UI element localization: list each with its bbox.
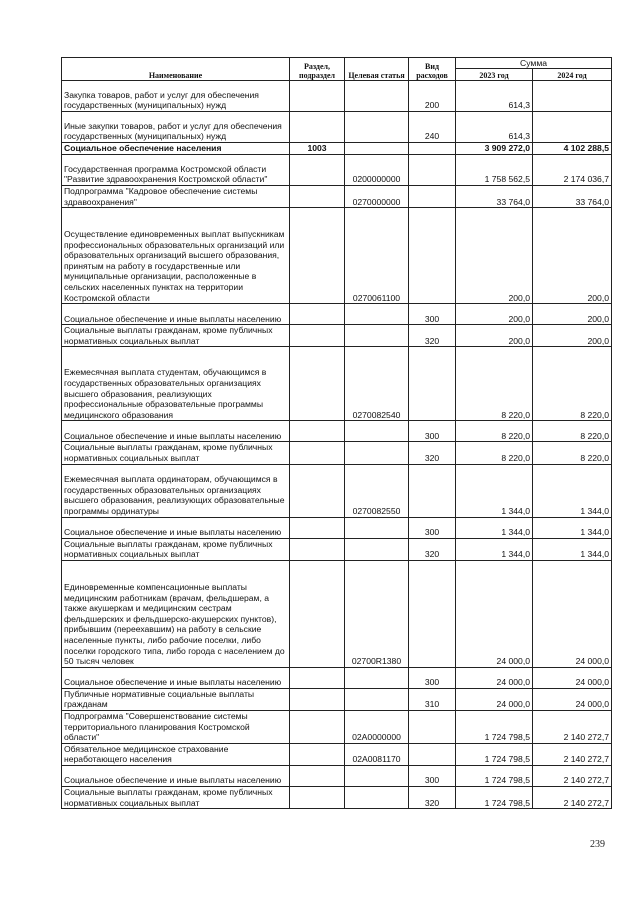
row-2023-cell: 1 724 798,5 [456, 710, 533, 743]
header-target: Целевая статья [345, 58, 409, 81]
table-row [62, 765, 612, 786]
row-section-cell [290, 347, 345, 421]
row-section-cell [290, 538, 345, 560]
row-2023-cell: 33 764,0 [456, 186, 533, 208]
row-2024-cell: 200,0 [533, 208, 612, 304]
row-name-cell: Социальные выплаты гражданам, кроме публичных нормативных социальных выплат [62, 442, 290, 464]
table-row [62, 208, 612, 304]
row-target-cell [345, 667, 409, 688]
table-row [62, 442, 612, 464]
row-2023-cell: 24 000,0 [456, 688, 533, 710]
row-2023-cell: 200,0 [456, 325, 533, 347]
row-name-cell: Социальное обеспечение и иные выплаты населению [62, 667, 290, 688]
row-name-cell: Социальное обеспечение и иные выплаты населению [62, 421, 290, 442]
table-row [62, 464, 612, 517]
row-target-cell [345, 112, 409, 143]
row-name-cell: Социальные выплаты гражданам, кроме публичных нормативных социальных выплат [62, 786, 290, 808]
row-2023-cell: 8 220,0 [456, 421, 533, 442]
row-target-cell: 02А0081170 [345, 743, 409, 765]
row-type-cell: 300 [409, 421, 456, 442]
row-2024-cell [533, 112, 612, 143]
row-target-cell: 02700R1380 [345, 560, 409, 667]
row-2024-cell: 1 344,0 [533, 517, 612, 538]
row-target-cell [345, 786, 409, 808]
page-number: 239 [590, 839, 605, 850]
row-name-cell: Иные закупки товаров, работ и услуг для обеспечения государственных (муниципальных) нужд [62, 112, 290, 143]
row-type-cell [409, 710, 456, 743]
table-row [62, 155, 612, 186]
row-2023-cell: 8 220,0 [456, 442, 533, 464]
header-2023: 2023 год [456, 69, 533, 81]
row-target-cell [345, 538, 409, 560]
row-section-cell [290, 155, 345, 186]
table-row [62, 143, 612, 155]
table-row [62, 517, 612, 538]
row-2024-cell: 24 000,0 [533, 560, 612, 667]
row-section-cell [290, 517, 345, 538]
row-name-cell: Публичные нормативные социальные выплаты гражданам [62, 688, 290, 710]
row-name-cell: Социальное обеспечение и иные выплаты населению [62, 517, 290, 538]
row-2023-cell: 1 724 798,5 [456, 786, 533, 808]
row-section-cell [290, 688, 345, 710]
table-row [62, 304, 612, 325]
row-2024-cell: 200,0 [533, 304, 612, 325]
row-section-cell [290, 710, 345, 743]
row-2024-cell: 2 174 036,7 [533, 155, 612, 186]
row-2023-cell: 200,0 [456, 208, 533, 304]
row-2024-cell: 1 344,0 [533, 464, 612, 517]
row-name-cell: Подпрограмма "Кадровое обеспечение системы здравоохранения" [62, 186, 290, 208]
row-2023-cell: 24 000,0 [456, 667, 533, 688]
row-target-cell [345, 304, 409, 325]
row-2024-cell: 4 102 288,5 [533, 143, 612, 155]
row-target-cell: 0270061100 [345, 208, 409, 304]
row-name-cell: Социальные выплаты гражданам, кроме публичных нормативных социальных выплат [62, 538, 290, 560]
row-type-cell: 240 [409, 112, 456, 143]
row-type-cell [409, 208, 456, 304]
row-type-cell: 300 [409, 304, 456, 325]
header-section: Раздел, подраздел [290, 58, 345, 81]
table-header [62, 58, 612, 81]
row-2023-cell: 8 220,0 [456, 347, 533, 421]
row-name-cell: Обязательное медицинское страхование неработающего населения [62, 743, 290, 765]
row-section-cell [290, 112, 345, 143]
row-2024-cell: 2 140 272,7 [533, 710, 612, 743]
row-type-cell [409, 186, 456, 208]
row-type-cell [409, 347, 456, 421]
row-type-cell: 310 [409, 688, 456, 710]
row-type-cell: 320 [409, 538, 456, 560]
row-section-cell [290, 442, 345, 464]
row-target-cell [345, 325, 409, 347]
row-2023-cell: 614,3 [456, 112, 533, 143]
row-type-cell: 320 [409, 325, 456, 347]
row-name-cell: Подпрограмма "Совершенствование системы территориального планирования Костромской области" [62, 710, 290, 743]
row-name-cell: Ежемесячная выплата студентам, обучающимся в государственных образовательных организациях высшего образования, реализующих профессиональные образовательные программы медицинского образования [62, 347, 290, 421]
row-section-cell [290, 560, 345, 667]
table-row [62, 112, 612, 143]
row-target-cell [345, 143, 409, 155]
row-type-cell: 300 [409, 667, 456, 688]
row-target-cell [345, 688, 409, 710]
row-name-cell: Закупка товаров, работ и услуг для обеспечения государственных (муниципальных) нужд [62, 81, 290, 112]
table-row [62, 347, 612, 421]
table-row [62, 81, 612, 112]
row-target-cell: 0200000000 [345, 155, 409, 186]
table-row [62, 710, 612, 743]
row-section-cell [290, 304, 345, 325]
row-section-cell [290, 743, 345, 765]
row-2024-cell: 1 344,0 [533, 538, 612, 560]
row-section-cell [290, 325, 345, 347]
table-row [62, 786, 612, 808]
row-2023-cell: 1 344,0 [456, 464, 533, 517]
row-2023-cell: 1 344,0 [456, 538, 533, 560]
header-sum: Сумма [456, 58, 612, 69]
row-section-cell [290, 81, 345, 112]
table-row [62, 186, 612, 208]
row-2024-cell: 200,0 [533, 325, 612, 347]
row-target-cell: 02А0000000 [345, 710, 409, 743]
row-target-cell [345, 421, 409, 442]
row-type-cell [409, 155, 456, 186]
row-name-cell: Государственная программа Костромской области "Развитие здравоохранения Костромской области" [62, 155, 290, 186]
budget-table [61, 57, 612, 809]
row-type-cell: 200 [409, 81, 456, 112]
row-2023-cell: 1 344,0 [456, 517, 533, 538]
row-type-cell [409, 464, 456, 517]
row-2024-cell: 2 140 272,7 [533, 786, 612, 808]
row-section-cell: 1003 [290, 143, 345, 155]
row-type-cell: 300 [409, 517, 456, 538]
header-2024: 2024 год [533, 69, 612, 81]
row-section-cell [290, 464, 345, 517]
table-body [62, 81, 612, 809]
row-target-cell [345, 765, 409, 786]
row-type-cell [409, 743, 456, 765]
row-2024-cell [533, 81, 612, 112]
table-row [62, 538, 612, 560]
row-section-cell [290, 765, 345, 786]
row-2024-cell: 2 140 272,7 [533, 743, 612, 765]
row-name-cell: Социальное обеспечение населения [62, 143, 290, 155]
row-section-cell [290, 786, 345, 808]
row-2024-cell: 2 140 272,7 [533, 765, 612, 786]
header-type: Вид расходов [409, 58, 456, 81]
row-target-cell: 0270082550 [345, 464, 409, 517]
row-2023-cell: 200,0 [456, 304, 533, 325]
row-target-cell [345, 517, 409, 538]
table-row [62, 421, 612, 442]
row-2023-cell: 1 724 798,5 [456, 743, 533, 765]
row-name-cell: Социальное обеспечение и иные выплаты населению [62, 304, 290, 325]
row-section-cell [290, 186, 345, 208]
row-2024-cell: 8 220,0 [533, 347, 612, 421]
row-section-cell [290, 667, 345, 688]
table-row [62, 325, 612, 347]
row-2023-cell: 3 909 272,0 [456, 143, 533, 155]
header-name: Наименование [62, 58, 290, 81]
row-type-cell [409, 143, 456, 155]
row-name-cell: Единовременные компенсационные выплаты медицинским работникам (врачам, фельдшерам, а также акушеркам и медицинским сестрам фельдшерских и фельдшерско-акушерских пунктов), прибывшим (переехавшим) на работу в сельские населенные пункты, либо рабочие поселки, либо поселки городского типа, либо города с населением до 50 тысяч человек [62, 560, 290, 667]
row-2023-cell: 614,3 [456, 81, 533, 112]
row-target-cell [345, 442, 409, 464]
row-2023-cell: 1 724 798,5 [456, 765, 533, 786]
row-section-cell [290, 421, 345, 442]
row-name-cell: Социальное обеспечение и иные выплаты населению [62, 765, 290, 786]
table-row [62, 560, 612, 667]
row-2024-cell: 24 000,0 [533, 667, 612, 688]
row-2024-cell: 24 000,0 [533, 688, 612, 710]
row-2024-cell: 33 764,0 [533, 186, 612, 208]
row-target-cell: 0270000000 [345, 186, 409, 208]
row-name-cell: Осуществление единовременных выплат выпускникам профессиональных образовательных организаций или образовательных организаций высшего образования, принятым на работу в государственные или муниципальные организации, расположенные в сельских населенных пунктах на территории Костромской области [62, 208, 290, 304]
row-2024-cell: 8 220,0 [533, 442, 612, 464]
row-name-cell: Ежемесячная выплата ординаторам, обучающимся в государственных образовательных организациях высшего образования, реализующих образовательные программы ординатуры [62, 464, 290, 517]
row-target-cell: 0270082540 [345, 347, 409, 421]
row-section-cell [290, 208, 345, 304]
row-target-cell [345, 81, 409, 112]
table-row [62, 743, 612, 765]
row-2023-cell: 1 758 562,5 [456, 155, 533, 186]
row-name-cell: Социальные выплаты гражданам, кроме публичных нормативных социальных выплат [62, 325, 290, 347]
row-type-cell: 320 [409, 442, 456, 464]
table-row [62, 688, 612, 710]
row-type-cell [409, 560, 456, 667]
row-2023-cell: 24 000,0 [456, 560, 533, 667]
table-row [62, 667, 612, 688]
row-type-cell: 300 [409, 765, 456, 786]
row-type-cell: 320 [409, 786, 456, 808]
row-2024-cell: 8 220,0 [533, 421, 612, 442]
